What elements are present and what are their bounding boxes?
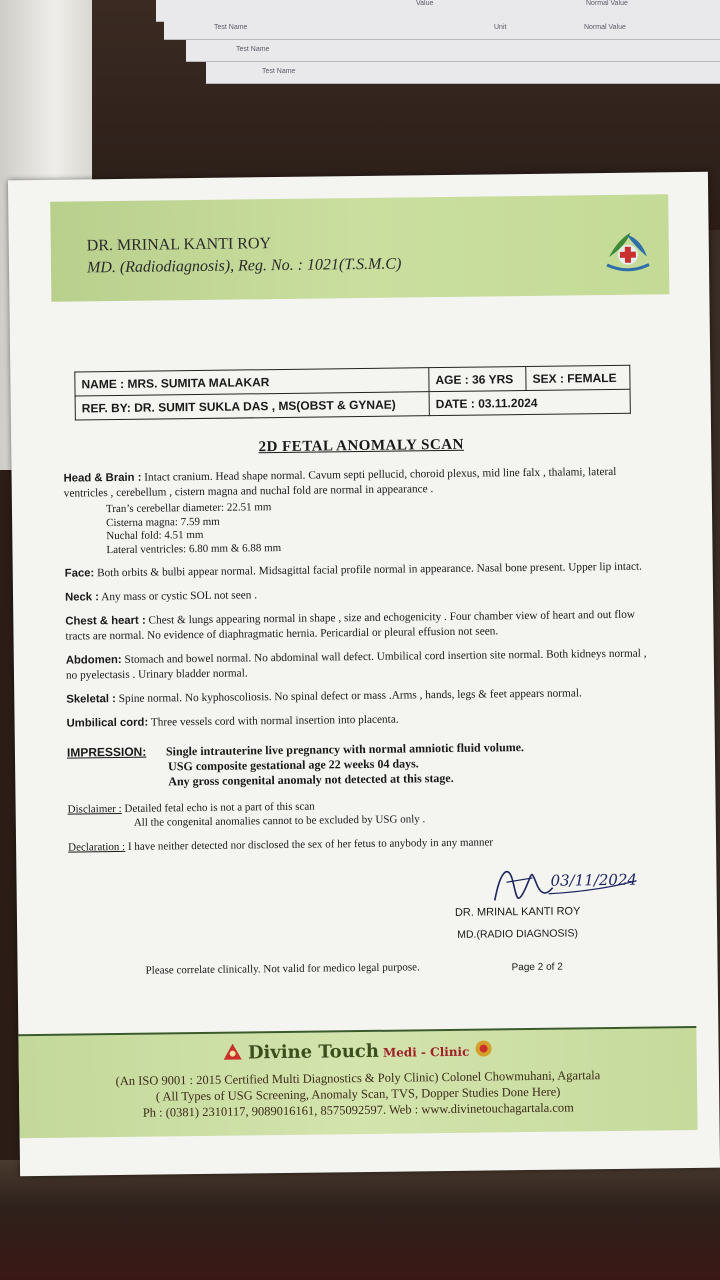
clinic-details [19, 1066, 698, 1122]
measurement-item: Nuchal fold: 4.51 mm [106, 528, 204, 543]
section-label: Abdomen: [65, 653, 122, 667]
section-head-brain [64, 464, 655, 557]
section-text: Any mass or cystic SOL not seen . [101, 589, 258, 604]
impression-line: Any gross congenital anomaly not detected at this stage. [168, 770, 454, 789]
disclaimer-line: All the congenital anomalies cannot to be excluded by USG only . [133, 813, 426, 829]
signer-name: DR. MRINAL KANTI ROY [454, 905, 581, 919]
report-date: DATE : 03.11.2024 [429, 389, 630, 415]
clinic-footer [18, 1026, 697, 1138]
section-label: Face: [64, 567, 95, 580]
section-face [65, 559, 655, 581]
patient-info-table [74, 365, 631, 421]
section-label: Umbilical cord: [66, 716, 149, 730]
section-neck [65, 583, 655, 605]
patient-sex: SEX : FEMALE [526, 365, 630, 390]
impression-line: USG composite gestational age 22 weeks 04 days. [168, 756, 419, 774]
paper-stack-sheet: Test Name Unit Normal Value [164, 18, 720, 40]
floor [0, 1160, 720, 1280]
impression-label: IMPRESSION: [66, 744, 147, 760]
paper-stack-sheet: Test Name [206, 62, 720, 84]
clinic-logo-icon [222, 1041, 244, 1061]
clinic-emblem-icon [473, 1038, 493, 1058]
clinic-detail-line: Ph : (0381) 2310117, 9089016161, 8575092597. Web : www.divinetouchagartala.com [142, 1100, 574, 1120]
section-label: Head & Brain : [63, 471, 142, 485]
section-abdomen [66, 646, 656, 683]
handwritten-signature [486, 858, 667, 910]
impression-block [67, 738, 658, 790]
signature-date: 03/11/2024 [550, 870, 638, 890]
impression-line: Single intrauterine live pregnancy with normal amniotic fluid volume. [165, 740, 525, 759]
report-body [64, 464, 659, 855]
section-label: Skeletal : [66, 693, 116, 706]
measurement-item: Tran’s cerebellar diameter: 22.51 mm [105, 501, 272, 516]
paper-stack-sheet: Test Name [186, 40, 720, 62]
correlate-note: Please correlate clinically. Not valid for medico legal purpose. [145, 961, 420, 977]
section-umbilical-cord [66, 709, 656, 731]
section-text: Stomach and bowel normal. No abdominal wall defect. Umbilical cord insertion site normal. Both kidneys normal , no pyelectasis . Urinary bladder normal. [65, 647, 647, 682]
declaration-text: I have neither detected nor disclosed the sex of her fetus to anybody in any manner [127, 836, 494, 853]
medical-cross-leaf-icon [601, 224, 656, 275]
section-text: Three vessels cord with normal insertion into placenta. [150, 713, 399, 729]
signer-qualifications: MD.(RADIO DIAGNOSIS) [457, 927, 579, 941]
clinic-detail-line: (An ISO 9001 : 2015 Certified Multi Diagnostics & Poly Clinic) Colonel Chowmuhani, Agartala [115, 1068, 601, 1089]
section-text: Intact cranium. Head shape normal. Cavum septi pellucid, choroid plexus, mid line falx , thalami, lateral ventricles , cerebellum , cistern magna and nuchal fold are normal in appearance . [63, 465, 617, 500]
doctor-name: DR. MRINAL KANTI ROY [86, 235, 272, 255]
declaration-block [68, 833, 658, 855]
report-sheet [8, 172, 720, 1176]
clinic-brand [18, 1036, 696, 1066]
disclaimer-label: Disclaimer : [67, 802, 122, 816]
clinic-subtitle: Medi - Clinic [382, 1044, 470, 1060]
clinic-detail-line: ( All Types of USG Screening, Anomaly Scan, TVS, Dopper Studies Done Here) [155, 1084, 561, 1104]
report-title: 2D FETAL ANOMALY SCAN [258, 436, 464, 456]
clinic-name: Divine Touch [247, 1040, 380, 1064]
measurement-item: Cisterna magna: 7.59 mm [106, 515, 220, 529]
doctor-qualifications: MD. (Radiodiagnosis), Reg. No. : 1021(T.S.M.C) [86, 255, 402, 277]
disclaimer-line: Detailed fetal echo is not a part of this scan [124, 800, 315, 815]
section-text: Chest & lungs appearing normal in shape , size and echogenicity . Four chamber view of heart and out flow tracts are normal. No evidence of diaphragmatic hernia. Pericardial or pleural effusion not seen. [65, 608, 636, 643]
patient-name: NAME : MRS. SUMITA MALAKAR [75, 368, 429, 396]
section-text: Spine normal. No kyphoscoliosis. No spinal defect or mass .Arms , hands, legs & feet appears normal. [118, 687, 582, 705]
section-chest-heart [65, 607, 655, 644]
declaration-label: Declaration : [68, 840, 126, 854]
section-text: Both orbits & bulbi appear normal. Midsagittal facial profile normal in appearance. Nasal bone present. Upper lip intact. [97, 560, 643, 580]
page-number: Page 2 of 2 [511, 961, 563, 974]
paper-stack-sheet: Value Normal Value [156, 0, 720, 22]
referred-by: REF. BY: DR. SUMIT SUKLA DAS , MS(OBST & GYNAE) [75, 392, 429, 420]
measurements-list [64, 496, 655, 557]
measurement-item: Lateral ventricles: 6.80 mm & 6.88 mm [106, 541, 282, 556]
patient-age: AGE : 36 YRS [429, 366, 526, 391]
section-label: Chest & heart : [65, 614, 146, 628]
disclaimer-block [68, 795, 658, 830]
section-label: Neck : [64, 591, 100, 604]
letterhead-band [50, 194, 669, 302]
section-skeletal [66, 685, 656, 707]
